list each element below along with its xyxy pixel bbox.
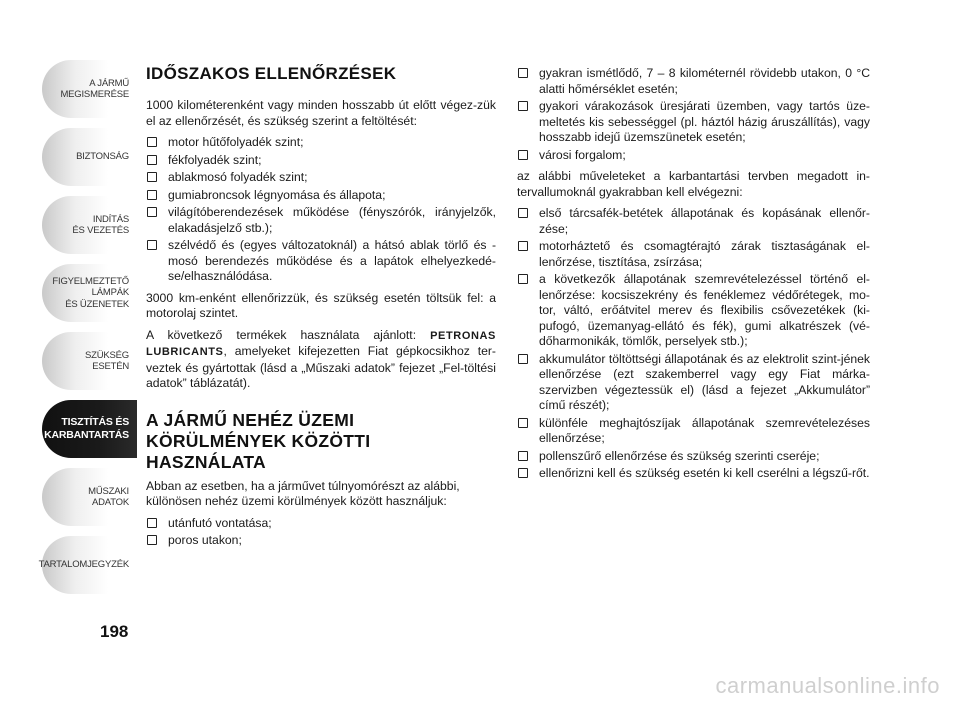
list-item: gyakori várakozások üresjárati üzemben, vagy tartós üze-meltetés kis sebességgel (pl. háztól házig áruszállítás), vagy hosszabb idejű üzemszünetek esetén; bbox=[517, 99, 870, 146]
list-item: fékfolyadék szint; bbox=[146, 153, 496, 169]
list-item: a következők állapotának szemrevételezéssel történő el-lenőrzése: kocsiszekrény és fenéklemez védőrétegek, mo-tor, váltó, erőátvitel merev és flexibilis csővezetékek (ki-pufogó, üzemanyag-ellátó és fék), gumi alkatrészek (vé-dőharmonikák, tömlők, perselyek stb.); bbox=[517, 272, 870, 350]
checkbox-bullet-icon bbox=[518, 241, 528, 251]
checkbox-bullet-icon bbox=[147, 155, 157, 165]
watermark: carmanualsonline.info bbox=[715, 673, 940, 698]
list-item: városi forgalom; bbox=[517, 148, 870, 164]
section-heading-heavy-use: A JÁRMŰ NEHÉZ ÜZEMI KÖRÜLMÉNYEK KÖZÖTTI HASZNÁLATA bbox=[146, 409, 371, 472]
products-paragraph: A következő termékek használata ajánlott: PETRONAS LUBRICANTS, amelyeket kifejezetten Fiat gépkocsikhoz ter-veztek és gyártottak (lásd a „Műszaki adatok” fejezet „Fel-töltési adatok” táblázatát). bbox=[146, 327, 496, 390]
operations-list bbox=[517, 206, 870, 482]
checkbox-bullet-icon bbox=[518, 208, 528, 218]
oil-paragraph: 3000 km-enként ellenőrizzük, és szükség esetén töltsük fel: a motorolaj szintet. bbox=[146, 290, 496, 320]
list-item: akkumulátor töltöttségi állapotának és az elektrolit szint-jének ellenőrzése (ezt szakemberrel vagy egy Fiat márka-szervizben végeztessük el) (lásd a fejezet „Akkumulátor” című részét); bbox=[517, 352, 870, 414]
brand-name: PETRONAS LUBRICANTS bbox=[146, 329, 496, 358]
checkbox-bullet-icon bbox=[518, 150, 528, 160]
tab-biztonsag[interactable]: BIZTONSÁG bbox=[42, 128, 137, 186]
tab-tisztitas-es-karbantartas[interactable]: TISZTÍTÁS ÉS KARBANTARTÁS bbox=[42, 400, 137, 458]
list-item: szélvédő és (egyes változatoknál) a hátsó ablak törlő és -mosó berendezés működése és a lapátok elhelyezkedé-se/elhasználódása. bbox=[146, 238, 496, 285]
left-column bbox=[146, 64, 496, 555]
checkbox-bullet-icon bbox=[147, 190, 157, 200]
checkbox-bullet-icon bbox=[518, 468, 528, 478]
right-column bbox=[517, 66, 870, 488]
checkbox-bullet-icon bbox=[147, 535, 157, 545]
checkbox-bullet-icon bbox=[518, 274, 528, 284]
list-item: ellenőrizni kell és szükség esetén ki kell cserélni a légszű-rőt. bbox=[517, 466, 870, 482]
checks-list bbox=[146, 135, 496, 285]
checkbox-bullet-icon bbox=[518, 101, 528, 111]
list-item: pollenszűrő ellenőrzése és szükség szerinti cseréje; bbox=[517, 449, 870, 465]
tab-figyelmezteto-lampak[interactable]: FIGYELMEZTETŐ LÁMPÁK ÉS ÜZENETEK bbox=[42, 264, 137, 322]
checkbox-bullet-icon bbox=[147, 518, 157, 528]
tab-tartalomjegyzek[interactable]: TARTALOMJEGYZÉK bbox=[42, 536, 137, 594]
checkbox-bullet-icon bbox=[518, 354, 528, 364]
list-item: ablakmosó folyadék szint; bbox=[146, 170, 496, 186]
operations-intro-paragraph: az alábbi műveleteket a karbantartási tervben megadott in-tervallumoknál gyakrabban kell elvégezni: bbox=[517, 169, 870, 199]
conditions-list bbox=[517, 66, 870, 163]
list-item: első tárcsafék-betétek állapotának és kopásának ellenőr-zése; bbox=[517, 206, 870, 237]
list-item: világítóberendezések működése (fényszórók, irányjelzők, elakadásjelző stb.); bbox=[146, 205, 496, 236]
intro-paragraph: 1000 kilométerenként vagy minden hosszabb út előtt végez-zük el az ellenőrzését, és szükség szerint a feltöltését: bbox=[146, 98, 496, 128]
checkbox-bullet-icon bbox=[147, 137, 157, 147]
checkbox-bullet-icon bbox=[518, 418, 528, 428]
checkbox-bullet-icon bbox=[518, 451, 528, 461]
heavy-intro-paragraph: Abban az esetben, ha a járművet túlnyomórészt az alábbi, különösen nehéz üzemi körülmények között használjuk: bbox=[146, 478, 460, 508]
checkbox-bullet-icon bbox=[147, 240, 157, 250]
checkbox-bullet-icon bbox=[518, 68, 528, 78]
list-item: poros utakon; bbox=[146, 533, 496, 549]
tab-inditas-es-vezetes[interactable]: INDÍTÁS ÉS VEZETÉS bbox=[42, 196, 137, 254]
list-item: gyakran ismétlődő, 7 – 8 kilométernél rövidebb utakon, 0 °C alatti hőmérséklet esetén; bbox=[517, 66, 870, 97]
checkbox-bullet-icon bbox=[147, 207, 157, 217]
list-item: gumiabroncsok légnyomása és állapota; bbox=[146, 188, 496, 204]
list-item: motorháztető és csomagtérajtó zárak tisztaságának el-lenőrzése, tisztítása, zsírzása; bbox=[517, 239, 870, 270]
tab-a-jarmu-megismerese[interactable]: A JÁRMŰ MEGISMERÉSE bbox=[42, 60, 137, 118]
sidebar-nav bbox=[38, 60, 137, 604]
tab-szukseg-eseten[interactable]: SZÜKSÉG ESETÉN bbox=[42, 332, 137, 390]
heavy-list bbox=[146, 516, 496, 549]
tab-muszaki-adatok[interactable]: MŰSZAKI ADATOK bbox=[42, 468, 137, 526]
list-item: motor hűtőfolyadék szint; bbox=[146, 135, 496, 151]
list-item: utánfutó vontatása; bbox=[146, 516, 496, 532]
checkbox-bullet-icon bbox=[147, 172, 157, 182]
section-heading-periodic-checks: IDŐSZAKOS ELLENŐRZÉSEK bbox=[146, 64, 397, 83]
page-number: 198 bbox=[100, 622, 129, 641]
list-item: különféle meghajtószíjak állapotának szemrevételezéses ellenőrzése; bbox=[517, 416, 870, 447]
